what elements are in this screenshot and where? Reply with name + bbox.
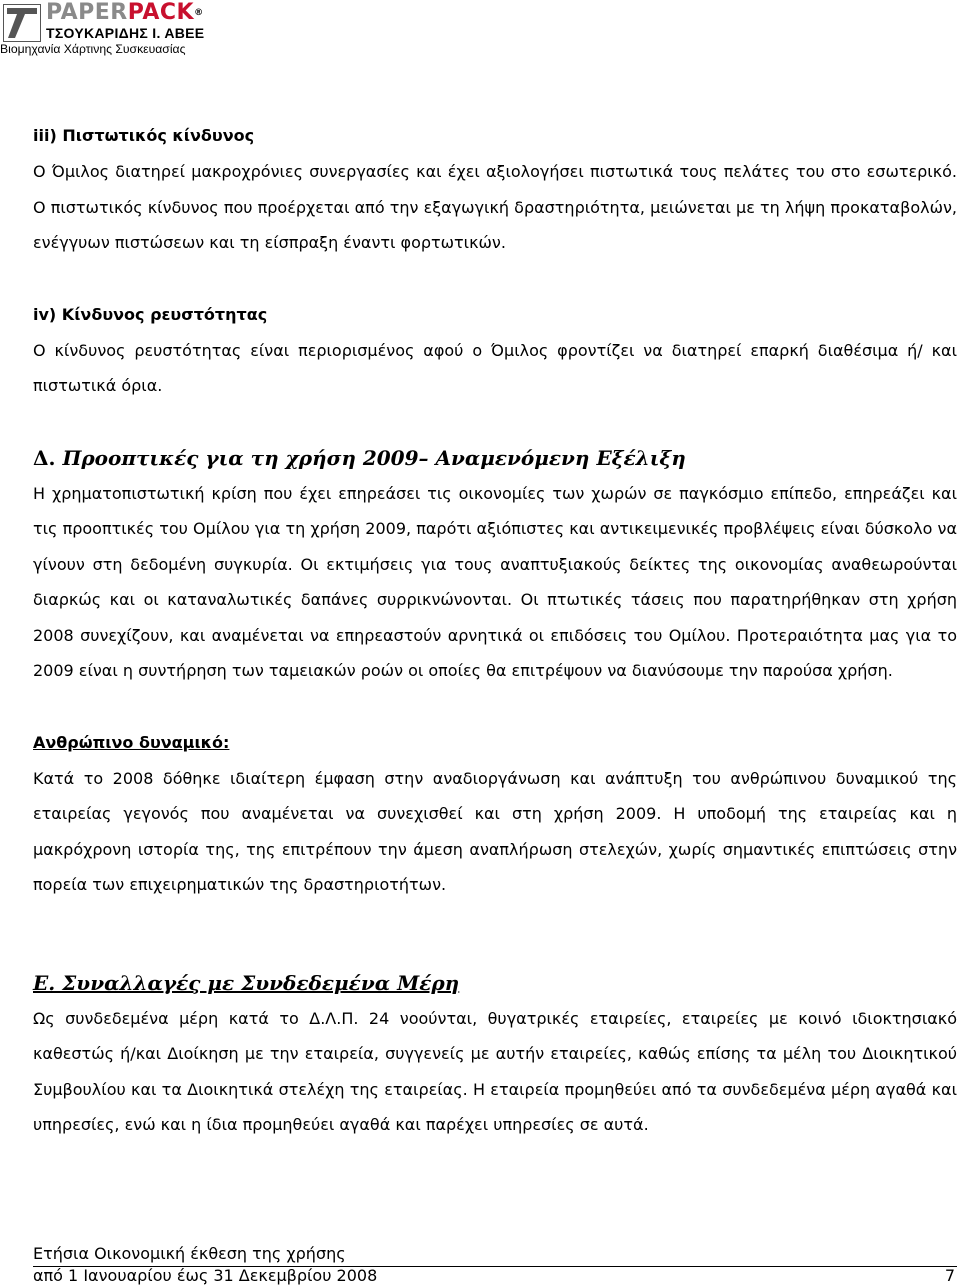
outlook-text: Η χρηματοπιστωτική κρίση που έχει επηρεάσει τις οικονομίες των χωρών σε παγκόσμιο επίπεδο, επηρεάζει και τις προοπτικές του Ομίλου για τη χρήση 2009, παρότι αξιόπιστες και αντικειμενικές προβλέψεις είναι δύσκολο να γίνουν στη δεδομένη συγκυρία. Οι εκτιμήσεις για τους αναπτυξιακούς δείκτες της οικονομίας αναθεωρούνται διαρκώς και οι καταναλωτικές δαπάνες συρρικνώνονται. Οι πτωτικές τάσεις που παρατηρήθηκαν στη χρήση 2008 συνεχίζουν, και αναμένεται να επηρεαστούν αρνητικά οι επιδόσεις του Ομίλου. Προτεραιότητα μας για το 2009 είναι η συντήρηση των ταμειακών ροών οι οποίες θα επιτρέψουν να διανύσουμε την παρούσα χρήση. (33, 483, 957, 680)
page-footer (33, 1243, 957, 1287)
related-parties-title-text: Ε. Συναλλαγές με Συνδεδεμένα Μέρη (33, 970, 460, 995)
company-tagline: Βιομηχανία Χάρτινης Συσκευασίας (0, 42, 186, 56)
brand-first: PAPER (46, 0, 128, 25)
company-name: ΤΣΟΥΚΑΡΙΔΗΣ Ι. ΑΒΕΕ (46, 25, 205, 41)
credit-risk-text: Ο Όμιλος διατηρεί μακροχρόνιες συνεργασίες και έχει αξιολογήσει πιστωτικά τους πελάτες του στο εσωτερικό. Ο πιστωτικός κίνδυνος που προέρχεται από την εξαγωγική δραστηριότητα, μειώνεται με τη λήψη προκαταβολών, ενέγγυων πιστώσεων και τη είσπραξη έναντι φορτωτικών. (33, 162, 957, 252)
logo-mark-icon (3, 4, 41, 42)
outlook-title-text: Προοπτικές για τη χρήση 2009– Αναμενόμενη Εξέλιξη (62, 445, 686, 470)
related-parties-text: Ως συνδεδεμένα μέρη κατά το Δ.Λ.Π. 24 νοούνται, θυγατρικές εταιρείες, εταιρείες με κοινό ιδιοκτησιακό καθεστώς ή/και Διοίκηση με την εταιρεία, συγγενείς με αυτήν εταιρείες, καθώς επίσης τα μέλη του Διοικητικού Συμβουλίου και τα Διοικητικά στελέχη της εταιρείας. Η εταιρεία προμηθεύει από τα συνδεδεμένα μέρη αγαθά και υπηρεσίες, ενώ και η ίδια προμηθεύει αγαθά και παρέχει υπηρεσίες σε αυτά. (33, 1008, 957, 1134)
logo-brand (46, 2, 204, 24)
human-resources-text: Κατά το 2008 δόθηκε ιδιαίτερη έμφαση στην αναδιοργάνωση και ανάπτυξη του ανθρώπινου δυναμικού της εταιρείας γεγονός που αναμένεται να συνεχισθεί και στη χρήση 2009. Η υποδομή της εταιρείας και η μακρόχρονη ιστορία της, της επιτρέπουν την άμεση αναπλήρωση στελεχών, χωρίς σημαντικές επιπτώσεις στην πορεία των επιχειρηματικών της δραστηριοτήτων. (33, 768, 957, 894)
footer-line-1: Ετήσια Οικονομική έκθεση της χρήσης (33, 1244, 346, 1263)
page-number: 7 (944, 1266, 955, 1285)
footer-line-2: από 1 Ιανουαρίου έως 31 Δεκεμβρίου 2008 (33, 1266, 378, 1285)
outlook-letter: Δ. (33, 445, 56, 470)
outlook-title (33, 440, 957, 476)
brand-reg: ® (194, 8, 204, 18)
liquidity-risk-text: Ο κίνδυνος ρευστότητας είναι περιορισμένος αφού ο Όμιλος φροντίζει να διατηρεί επαρκή διαθέσιμα ή/ και πιστωτικά όρια. (33, 340, 957, 395)
credit-risk-title: iii) Πιστωτικός κίνδυνος (33, 126, 255, 145)
human-resources-title: Ανθρώπινο δυναμικό: (33, 732, 230, 752)
related-parties-title (33, 965, 957, 1001)
document-body (33, 118, 957, 1143)
brand-second: PACK (127, 0, 195, 25)
company-logo (0, 0, 240, 60)
liquidity-risk-title: iv) Κίνδυνος ρευστότητας (33, 304, 268, 324)
